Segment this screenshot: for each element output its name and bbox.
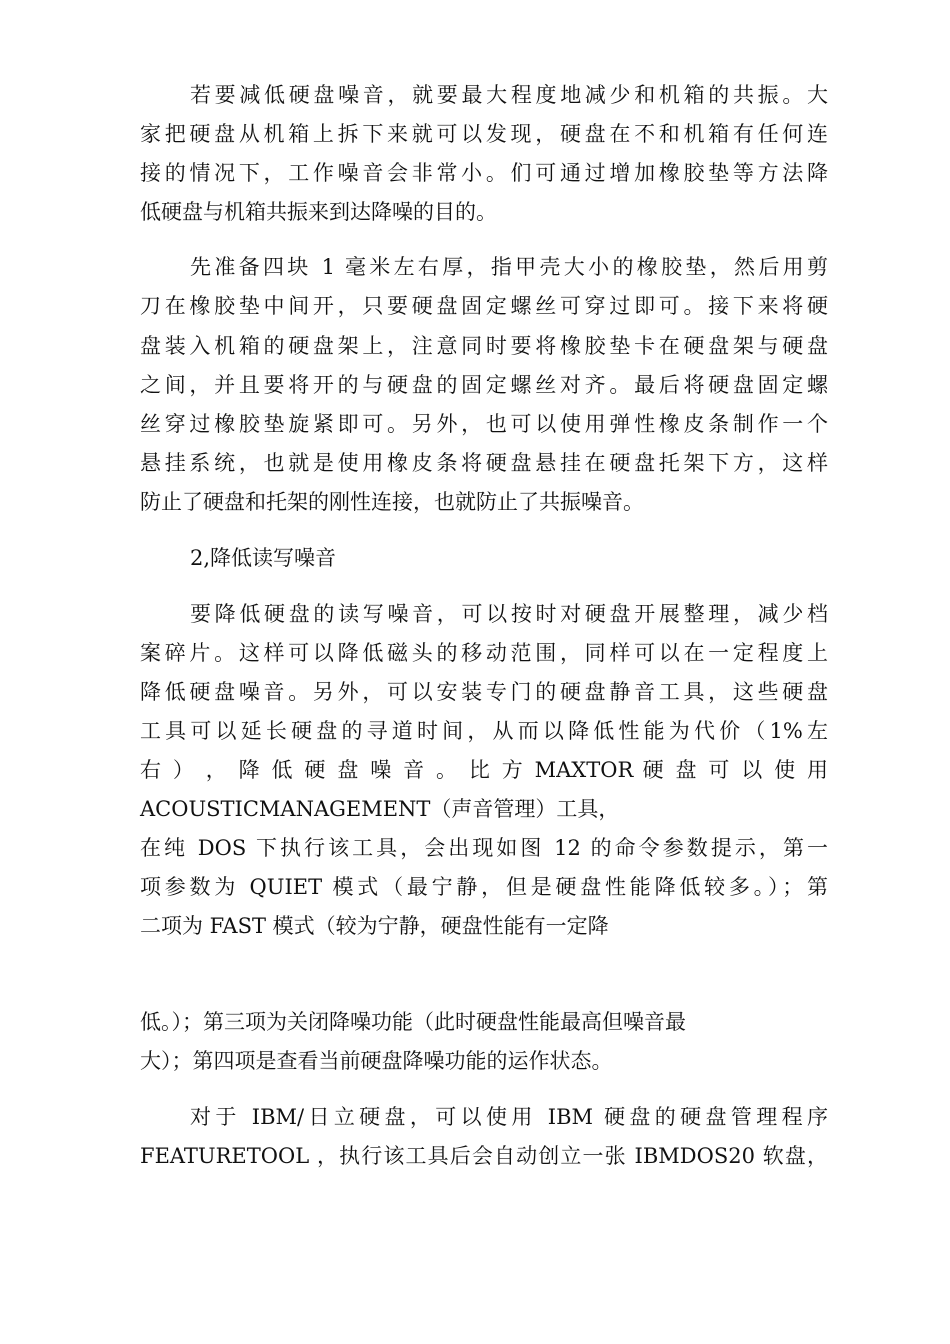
paragraph-2-line-6: 悬挂系统，也就是使用橡皮条将硬盘悬挂在硬盘托架下方，这样 — [140, 451, 828, 475]
paragraph-3-line-7: 在纯 DOS 下执行该工具，会出现如图 12 的命令参数提示，第一 — [140, 836, 828, 860]
paragraph-4-line-2: 大）；第四项是查看当前硬盘降噪功能的运作状态。 — [140, 1049, 613, 1073]
paragraph-2-line-2: 刀在橡胶垫中间开，只要硬盘固定螺丝可穿过即可。接下来将硬 — [140, 294, 828, 318]
paragraph-5-line-1: 对于 IBM/日立硬盘，可以使用 IBM 硬盘的硬盘管理程序 — [190, 1105, 828, 1129]
paragraph-3-line-2: 案碎片。这样可以降低磁头的移动范围，同样可以在一定程度上 — [140, 641, 828, 665]
paragraph-3-line-1: 要降低硬盘的读写噪音，可以按时对硬盘开展整理，减少档 — [190, 602, 828, 626]
paragraph-1-line-1: 若要减低硬盘噪音，就要最大程度地减少和机箱的共振。大 — [190, 83, 828, 107]
paragraph-3-line-3: 降低硬盘噪音。另外，可以安装专门的硬盘静音工具，这些硬盘 — [140, 680, 828, 704]
paragraph-5-line-2: FEATURETOOL ，执行该工具后会自动创立一张 IBMDOS20 软盘， — [140, 1144, 828, 1168]
paragraph-3-line-9: 二项为 FAST 模式（较为宁静，硬盘性能有一定降 — [140, 914, 609, 938]
section-heading: 2,降低读写噪音 — [190, 546, 337, 570]
paragraph-3-line-4: 工具可以延长硬盘的寻道时间，从而以降低性能为代价（1%左 — [140, 719, 829, 743]
paragraph-1-line-3: 接的情况下，工作噪音会非常小。们可通过增加橡胶垫等方法降 — [140, 161, 828, 185]
paragraph-3-line-8: 项参数为 QUIET 模式（最宁静，但是硬盘性能降低较多。）；第 — [140, 875, 828, 899]
paragraph-1-line-4: 低硬盘与机箱共振来到达降噪的目的。 — [140, 200, 497, 224]
paragraph-2-line-7: 防止了硬盘和托架的刚性连接，也就防止了共振噪音。 — [140, 490, 644, 514]
paragraph-2-line-1: 先准备四块 1 毫米左右厚，指甲壳大小的橡胶垫，然后用剪 — [190, 255, 828, 279]
paragraph-2-line-3: 盘装入机箱的硬盘架上，注意同时要将橡胶垫卡在硬盘架与硬盘 — [140, 334, 828, 358]
paragraph-3-line-6: ACOUSTICMANAGEMENT（声音管理）工具， — [140, 797, 620, 821]
paragraph-3-line-5: 右 ） ， 降 低 硬 盘 噪 音 。 比 方 MAXTOR 硬 盘 可 以 使 用 — [140, 758, 828, 782]
paragraph-4-line-1: 低。）；第三项为关闭降噪功能（此时硬盘性能最高但噪音最 — [140, 1010, 686, 1034]
paragraph-1-line-2: 家把硬盘从机箱上拆下来就可以发现，硬盘在不和机箱有任何连 — [140, 122, 828, 146]
paragraph-2-line-5: 丝穿过橡胶垫旋紧即可。另外，也可以使用弹性橡皮条制作一个 — [140, 412, 828, 436]
paragraph-2-line-4: 之间，并且要将开的与硬盘的固定螺丝对齐。最后将硬盘固定螺 — [140, 373, 828, 397]
